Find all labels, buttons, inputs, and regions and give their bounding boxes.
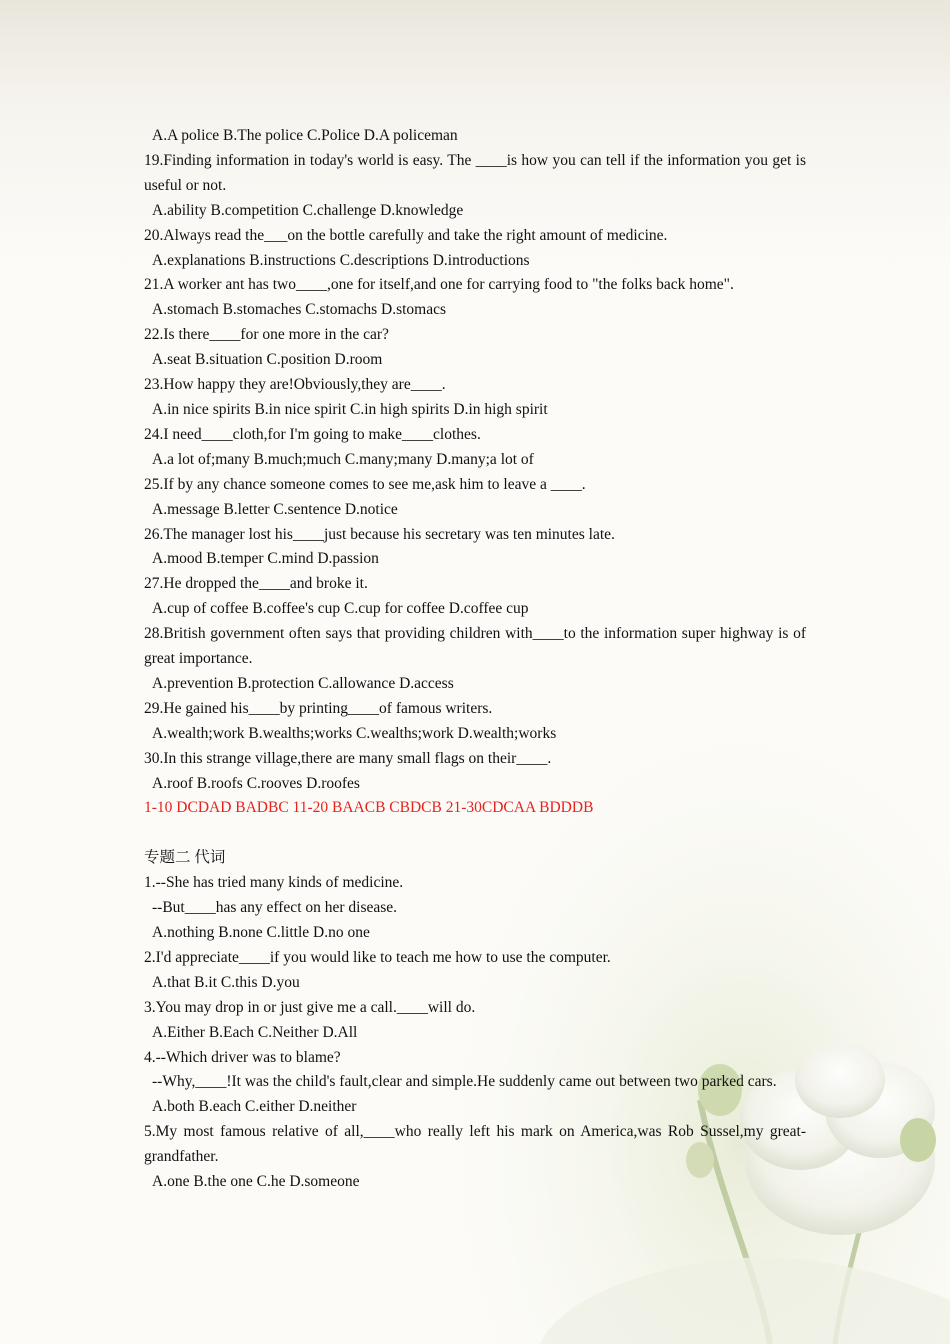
- question-text: 4.--Which driver was to blame?: [144, 1048, 341, 1066]
- answer-options: A.a lot of;many B.much;much C.many;many D.many;a lot of: [152, 450, 534, 468]
- answer-options: A.cup of coffee B.coffee's cup C.cup for coffee D.coffee cup: [152, 600, 529, 618]
- question-text: 30.In this strange village,there are many small flags on their____.: [144, 749, 552, 767]
- question-text: 28.British government often says that providing children with____to the information super highway is of great importance.: [144, 625, 806, 668]
- answer-options: A.ability B.competition C.challenge D.knowledge: [152, 201, 464, 219]
- answer-options: A.Either B.Each C.Neither D.All: [152, 1023, 358, 1041]
- answer-options: A.in nice spirits B.in nice spirit C.in high spirits D.in high spirit: [152, 400, 548, 418]
- section-nouns-questions: [144, 124, 806, 796]
- section-pronouns-questions: [144, 871, 806, 1195]
- question-text: 1.--She has tried many kinds of medicine.: [144, 874, 404, 892]
- question-text: 23.How happy they are!Obviously,they are____.: [144, 376, 446, 394]
- blank-line: [144, 821, 806, 846]
- question-text: 21.A worker ant has two____,one for itself,and one for carrying food to "the folks back home".: [144, 276, 734, 294]
- answer-options: A.nothing B.none C.little D.no one: [152, 923, 370, 941]
- answer-options: A.explanations B.instructions C.descriptions D.introductions: [152, 251, 530, 269]
- question-text: 22.Is there____for one more in the car?: [144, 326, 389, 344]
- answer-options: A.prevention B.protection C.allowance D.access: [152, 674, 454, 692]
- question-text: 5.My most famous relative of all,____who really left his mark on America,was Rob Sussel,my great-grandfather.: [144, 1123, 806, 1166]
- question-text: --Why,____!It was the child's fault,clear and simple.He suddenly came out between two parked cars.: [152, 1073, 777, 1091]
- answer-options: A.message B.letter C.sentence D.notice: [152, 500, 398, 518]
- question-text: --But____has any effect on her disease.: [152, 899, 398, 917]
- question-text: 27.He dropped the____and broke it.: [144, 575, 368, 593]
- question-text: 29.He gained his____by printing____of famous writers.: [144, 699, 493, 717]
- answer-options: A.seat B.situation C.position D.room: [152, 351, 383, 369]
- question-text: 3.You may drop in or just give me a call.____will do.: [144, 998, 476, 1016]
- question-text: 25.If by any chance someone comes to see me,ask him to leave a ____.: [144, 475, 586, 493]
- question-text: 19.Finding information in today's world is easy. The ____is how you can tell if the information you get is useful or not.: [144, 151, 806, 194]
- question-text: 20.Always read the___on the bottle carefully and take the right amount of medicine.: [144, 226, 668, 244]
- answer-options: A.one B.the one C.he D.someone: [152, 1173, 360, 1191]
- question-text: 24.I need____cloth,for I'm going to make____clothes.: [144, 425, 481, 443]
- question-text: 26.The manager lost his____just because his secretary was ten minutes late.: [144, 525, 615, 543]
- answer-options: A.both B.each C.either D.neither: [152, 1098, 357, 1116]
- document-page: [144, 124, 806, 1195]
- question-text: 2.I'd appreciate____if you would like to teach me how to use the computer.: [144, 948, 611, 966]
- answer-options: A.A police B.The police C.Police D.A policeman: [152, 127, 458, 144]
- answer-options: A.wealth;work B.wealths;works C.wealths;work D.wealth;works: [152, 724, 557, 742]
- answer-options: A.that B.it C.this D.you: [152, 973, 300, 991]
- answer-key: 1-10 DCDAD BADBC 11-20 BAACB CBDCB 21-30CDCAA BDDDB: [144, 799, 594, 817]
- section-heading: 专题二 代词: [144, 849, 226, 867]
- answer-options: A.roof B.roofs C.rooves D.roofes: [152, 774, 360, 792]
- answer-options: A.mood B.temper C.mind D.passion: [152, 550, 379, 568]
- answer-options: A.stomach B.stomaches C.stomachs D.stomacs: [152, 301, 447, 319]
